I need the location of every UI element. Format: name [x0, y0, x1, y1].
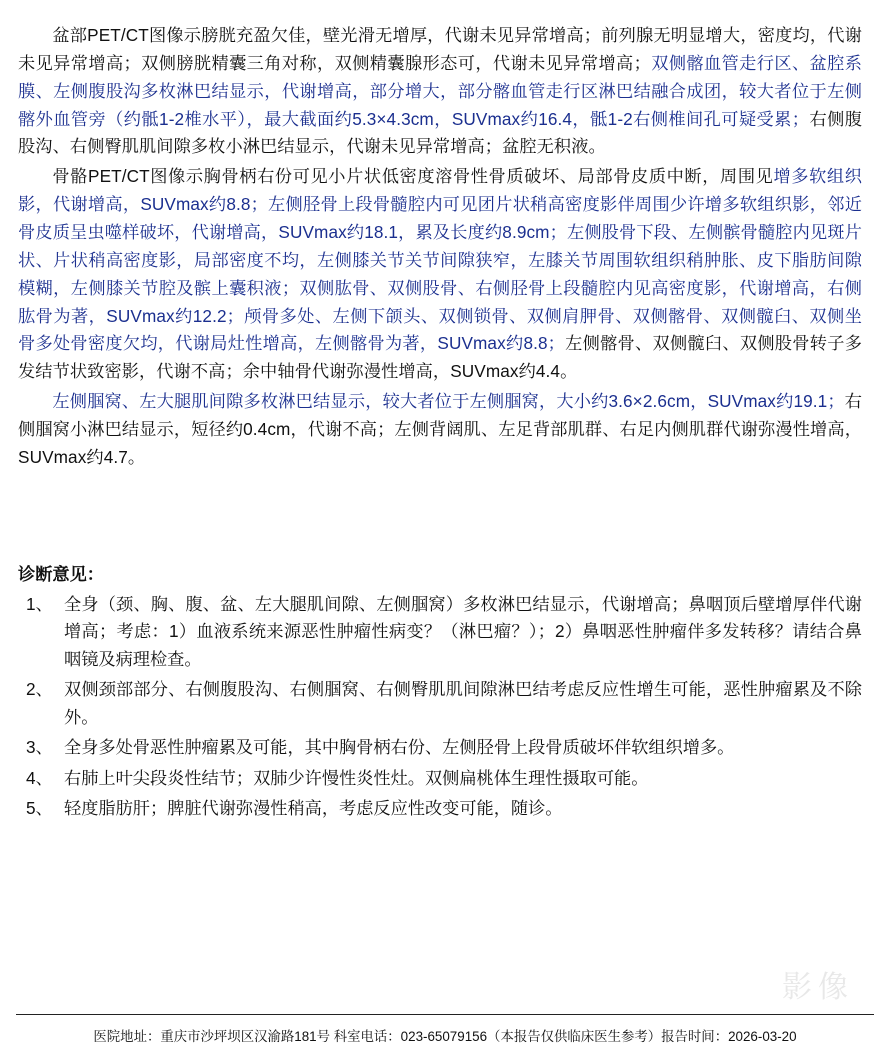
- findings-highlight-text: 双侧髂血管走行区、盆腔系膜、左侧腹股沟多枚淋巴结显示，代谢增高，部分增大，部分髂血管走行区淋巴结融合成团，较大者位于左侧髂外血管旁（约骶1-2椎水平），最大截面约5.3×4.3cm，SUVmax约16.4，骶1-2右侧椎间孔可疑受累；: [18, 52, 862, 129]
- footer-divider: [16, 1014, 874, 1015]
- findings-highlight-text: 增多软组织影，代谢增高，SUVmax约8.8；左侧胫骨上段骨髓腔内可见团片状稍高密度影伴周围少许增多软组织影，邻近骨皮质呈虫噬样破坏，代谢增高，SUVmax约18.1，累及长度约8.9cm；左侧股骨下段、左侧髌骨髓腔内见斑片状、片状稍高密度影，局部密度不均，左侧膝关节关节间隙狭窄，左膝关节周围软组织稍肿胀、皮下脂肪间隙模糊，左侧膝关节腔及髌上囊积液；双侧肱骨、双侧股骨、右侧胫骨上段髓腔内见高密度影，代谢增高，右侧肱骨为著，SUVmax约12.2；颅骨多处、左侧下颌头、双侧锁骨、双侧肩胛骨、双侧髂骨、双侧髋臼、双侧坐骨多处骨密度欠均，代谢局灶性增高，左侧髂骨为著，SUVmax约8.8；: [18, 166, 862, 354]
- list-item: [18, 734, 862, 762]
- list-item-number: 1、: [26, 593, 53, 614]
- findings-highlight-text: 左侧腘窝、左大腿肌间隙多枚淋巴结显示，较大者位于左侧腘窝，大小约3.6×2.6cm，SUVmax约19.1；: [52, 391, 845, 412]
- findings-text: 右侧腹股沟、右侧臀肌肌间隙多枚小淋巴结显示，代谢未见异常增高；盆腔无积液。: [18, 108, 862, 157]
- list-item: [18, 591, 862, 674]
- section-spacer: [18, 474, 862, 560]
- list-item: [18, 795, 862, 823]
- page-footer: [0, 1014, 890, 1060]
- list-item-text: 轻度脂肪肝；脾脏代谢弥漫性稍高，考虑反应性改变可能，随诊。: [64, 798, 563, 819]
- watermark: 影像: [782, 971, 854, 1004]
- list-item-number: 3、: [26, 737, 53, 758]
- list-item-number: 4、: [26, 767, 53, 788]
- list-item-text: 双侧颈部部分、右侧腹股沟、右侧腘窝、右侧臀肌肌间隙淋巴结考虑反应性增生可能，恶性肿瘤累及不除外。: [64, 679, 862, 727]
- diagnosis-list: [18, 591, 862, 823]
- list-item-text: 全身多处骨恶性肿瘤累及可能，其中胸骨柄右份、左侧胫骨上段骨质破坏伴软组织增多。: [64, 737, 735, 758]
- findings-text: 左侧髂骨、双侧髋臼、双侧股骨转子多发结节状致密影，代谢不高；余中轴骨代谢弥漫性增高，SUVmax约4.4。: [18, 333, 862, 382]
- footer-text: 医院地址：重庆市沙坪坝区汉渝路181号 科室电话：023-65079156（本报告仅供临床医生参考）报告时间：2026-03-20: [93, 1029, 797, 1044]
- list-item-text: 全身（颈、胸、腹、盆、左大腿肌间隙、左侧腘窝）多枚淋巴结显示，代谢增高；鼻咽顶后壁增厚伴代谢增高；考虑：1）血液系统来源恶性肿瘤性病变？（淋巴瘤？）；2）鼻咽恶性肿瘤伴多发转移？请结合鼻咽镜及病理检查。: [64, 593, 862, 669]
- diagnosis-title: 诊断意见：: [18, 563, 104, 584]
- findings-text: 右侧腘窝小淋巴结显示，短径约0.4cm，代谢不高；左侧背阔肌、左足背部肌群、右足内侧肌群代谢弥漫性增高，SUVmax约4.7。: [18, 391, 862, 467]
- findings-section: [18, 22, 862, 472]
- findings-paragraph-1: [18, 22, 862, 161]
- findings-text: 骨骼PET/CT图像示胸骨柄右份可见小片状低密度溶骨性骨质破坏、局部骨皮质中断，周围见: [52, 166, 774, 187]
- findings-text: 盆部PET/CT图像示膀胱充盈欠佳，壁光滑无增厚，代谢未见异常增高；前列腺无明显增大，密度均，代谢未见异常增高；双侧膀胱精囊三角对称，双侧精囊腺形态可，代谢未见异常增高；: [18, 25, 862, 73]
- list-item: [18, 765, 862, 793]
- findings-paragraph-2: [18, 163, 862, 386]
- list-item-number: 5、: [26, 798, 53, 819]
- list-item: [18, 676, 862, 731]
- list-item-text: 右肺上叶尖段炎性结节；双肺少许慢性炎性灶。双侧扁桃体生理性摄取可能。: [64, 767, 649, 788]
- findings-paragraph-3: [18, 388, 862, 472]
- list-item-number: 2、: [26, 679, 53, 700]
